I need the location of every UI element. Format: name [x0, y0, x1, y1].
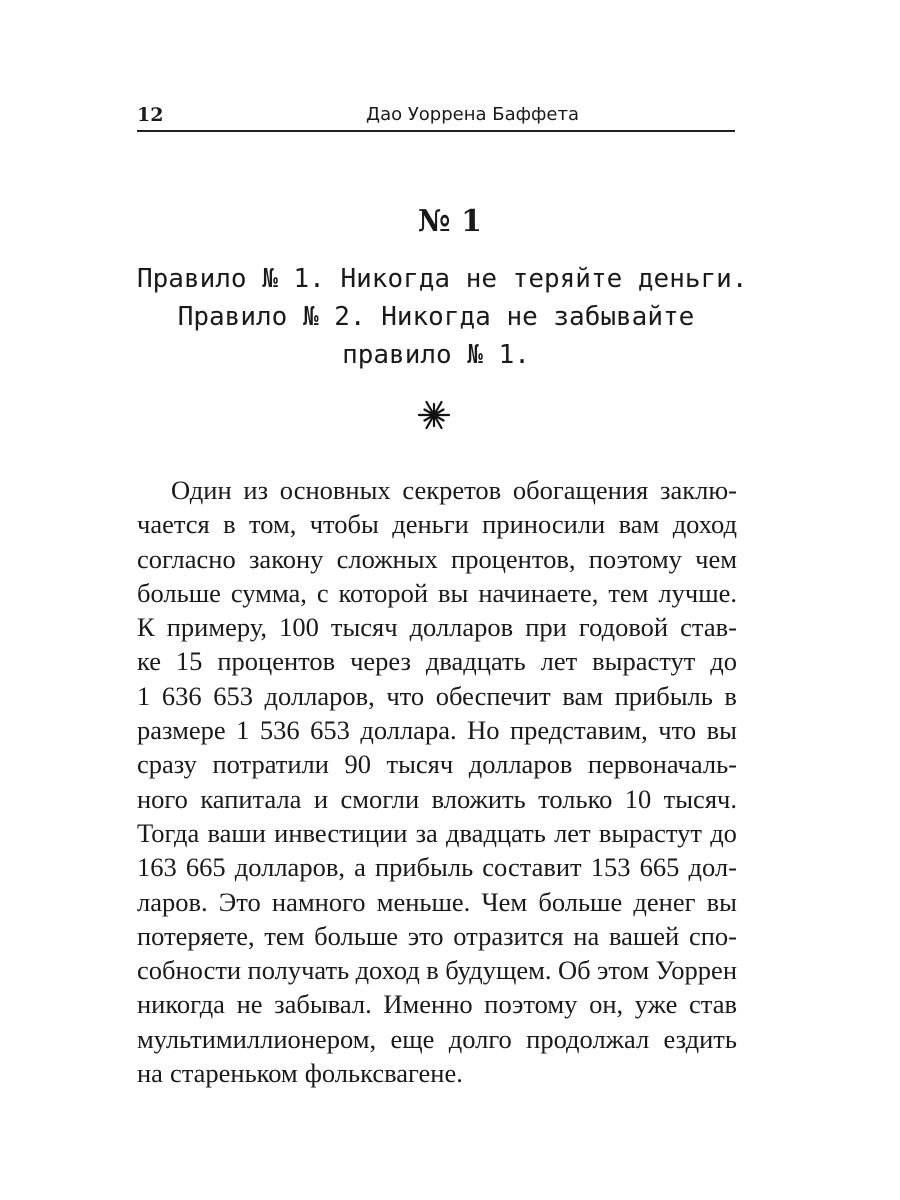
word: на — [137, 1058, 163, 1089]
word: ного — [137, 783, 188, 814]
word: продолжал — [526, 1023, 650, 1054]
body-line — [137, 610, 737, 644]
word: ваши — [207, 817, 266, 848]
body-line — [137, 885, 737, 919]
word: потратили — [212, 749, 329, 780]
word: ларов. — [137, 886, 208, 917]
word: 636 — [161, 680, 202, 711]
body-line — [137, 816, 737, 850]
word: Об — [557, 955, 591, 986]
word: долларов, — [264, 680, 375, 711]
word: примеру, — [166, 612, 268, 643]
word: прибыль — [374, 852, 474, 883]
word: сумма, — [230, 577, 307, 608]
word: еще — [390, 1023, 435, 1054]
body-line — [137, 713, 737, 747]
body-line — [137, 576, 737, 610]
body-line — [137, 542, 737, 576]
word: тысяч — [386, 749, 454, 780]
word: Тогда — [137, 817, 200, 848]
word: сложных — [336, 543, 438, 574]
word: больше — [137, 577, 221, 608]
word: секретов — [402, 475, 502, 505]
word: поэтому — [588, 543, 682, 574]
word: что — [386, 680, 425, 711]
word: долларов, — [234, 852, 345, 883]
word: 665 — [185, 852, 226, 883]
word: 163 — [137, 852, 177, 883]
body-line — [137, 919, 737, 953]
word: Но — [467, 715, 500, 746]
word: а — [354, 852, 366, 883]
word: тысяч — [330, 612, 398, 643]
word: денег — [633, 886, 696, 917]
word: закону — [248, 543, 324, 574]
word: он, — [589, 989, 624, 1020]
word: с — [316, 577, 329, 608]
word: лучше. — [658, 577, 737, 608]
word: намного — [271, 886, 366, 917]
word: больше — [314, 920, 398, 951]
word: К — [137, 612, 155, 643]
word: процентов — [217, 646, 336, 677]
body-line — [137, 473, 737, 507]
word: которой — [338, 577, 429, 608]
word: отразится — [453, 920, 564, 951]
word: больше — [538, 886, 623, 917]
body-line — [137, 850, 737, 884]
word: долларов — [409, 612, 514, 643]
word: ке — [137, 646, 161, 677]
word: и — [313, 783, 329, 814]
word: согласно — [137, 543, 236, 574]
word: на — [573, 920, 600, 951]
word: вложить — [431, 783, 526, 814]
word: Это — [218, 886, 261, 917]
word: дол- — [688, 852, 737, 883]
word: став — [689, 989, 737, 1020]
word: в — [426, 955, 439, 986]
body-line — [137, 1056, 737, 1090]
word: первоначаль- — [587, 749, 737, 780]
word: чем — [695, 543, 737, 574]
word: вам — [618, 509, 660, 540]
word: представим, — [509, 715, 648, 746]
word: доход — [672, 509, 737, 540]
word: вы — [706, 886, 737, 917]
body-line — [137, 644, 737, 678]
word: обогащения — [512, 475, 649, 505]
word: Чем — [481, 886, 528, 917]
word: этом — [597, 955, 650, 986]
word: тем — [608, 577, 649, 608]
word: стареньком — [169, 1058, 298, 1089]
word: получать — [247, 955, 350, 986]
word: уже — [634, 989, 678, 1020]
body-line — [137, 953, 737, 987]
epigraph-line: Правило № 2. Никогда не забывайте — [177, 302, 695, 332]
word: при — [525, 612, 567, 643]
epigraph-line: правило № 1. — [342, 340, 530, 370]
word: ездить — [663, 1023, 737, 1054]
word: вы — [438, 577, 469, 608]
body-line — [137, 1022, 737, 1056]
star-burst-icon — [417, 398, 451, 432]
word: вырастут — [598, 817, 702, 848]
body-line — [137, 507, 737, 541]
body-line — [137, 679, 737, 713]
word: 10 — [624, 783, 652, 814]
word: фольксвагене. — [304, 1058, 463, 1089]
word: смогли — [340, 783, 420, 814]
word: двадцать — [446, 817, 546, 848]
word: составит — [482, 852, 582, 883]
word: Именно — [383, 989, 473, 1020]
word: за — [415, 817, 438, 848]
word: это — [407, 920, 444, 951]
word: вам — [562, 680, 604, 711]
word: никогда — [137, 989, 225, 1020]
word: чается — [137, 509, 210, 540]
word: инвестиции — [274, 817, 408, 848]
word: обеспечит — [435, 680, 551, 711]
word: начинаете, — [478, 577, 599, 608]
word: вы — [706, 715, 737, 746]
word: забывал. — [274, 989, 372, 1020]
word: Уоррен — [655, 955, 737, 986]
word: в — [724, 680, 737, 711]
body-line — [137, 782, 737, 816]
word: мультимиллионером, — [137, 1023, 377, 1054]
epigraph — [137, 260, 748, 374]
word: лет — [554, 817, 591, 848]
word: собности — [137, 955, 242, 986]
word: до — [710, 646, 737, 677]
word: поэтому — [484, 989, 578, 1020]
body-line — [137, 987, 737, 1021]
word: меньше. — [376, 886, 471, 917]
word: 665 — [639, 852, 680, 883]
word: прибыль — [614, 680, 713, 711]
word: годовой — [578, 612, 669, 643]
word: спо- — [688, 920, 737, 951]
word: приносили — [482, 509, 606, 540]
word: став- — [680, 612, 737, 643]
word: 536 — [259, 715, 300, 746]
word: 153 — [590, 852, 631, 883]
word: заклю- — [659, 475, 737, 505]
word: 653 — [213, 680, 253, 711]
word: чтобы — [309, 509, 379, 540]
word: 1 — [137, 680, 151, 711]
word: том, — [248, 509, 297, 540]
page-number: 12 — [137, 104, 164, 126]
word: лет — [540, 646, 578, 677]
word: тем — [264, 920, 305, 951]
word: основных — [279, 475, 391, 505]
word: 653 — [310, 715, 350, 746]
word: из — [243, 475, 269, 505]
word: Один — [171, 475, 232, 505]
word: будущем. — [445, 955, 552, 986]
word: потеряете, — [137, 920, 255, 951]
word: 1 — [236, 715, 250, 746]
word: двадцать — [425, 646, 526, 677]
word: вашей — [608, 920, 680, 951]
word: долго — [448, 1023, 512, 1054]
word: 90 — [344, 749, 371, 780]
body-line — [137, 747, 737, 781]
word: только — [538, 783, 613, 814]
section-title: № 1 — [418, 204, 482, 239]
word: в — [223, 509, 236, 540]
word: вырастут — [592, 646, 696, 677]
word: не — [236, 989, 263, 1020]
word: доход — [355, 955, 420, 986]
word: долларов — [468, 749, 573, 780]
word: 100 — [279, 612, 319, 643]
word: до — [710, 817, 737, 848]
word: капитала — [200, 783, 302, 814]
word: тысяч. — [663, 783, 737, 814]
word: через — [350, 646, 411, 677]
word: размере — [137, 715, 226, 746]
body-text — [137, 473, 737, 1090]
word: что — [658, 715, 697, 746]
word: процентов, — [451, 543, 576, 574]
word: доллара. — [360, 715, 457, 746]
book-title: Дао Уоррена Баффета — [366, 104, 580, 125]
word: деньги — [392, 509, 469, 540]
word: сразу — [137, 749, 197, 780]
epigraph-line: Правило № 1. Никогда не теряйте деньги. — [137, 264, 748, 294]
running-header — [137, 100, 735, 132]
word: 15 — [175, 646, 203, 677]
